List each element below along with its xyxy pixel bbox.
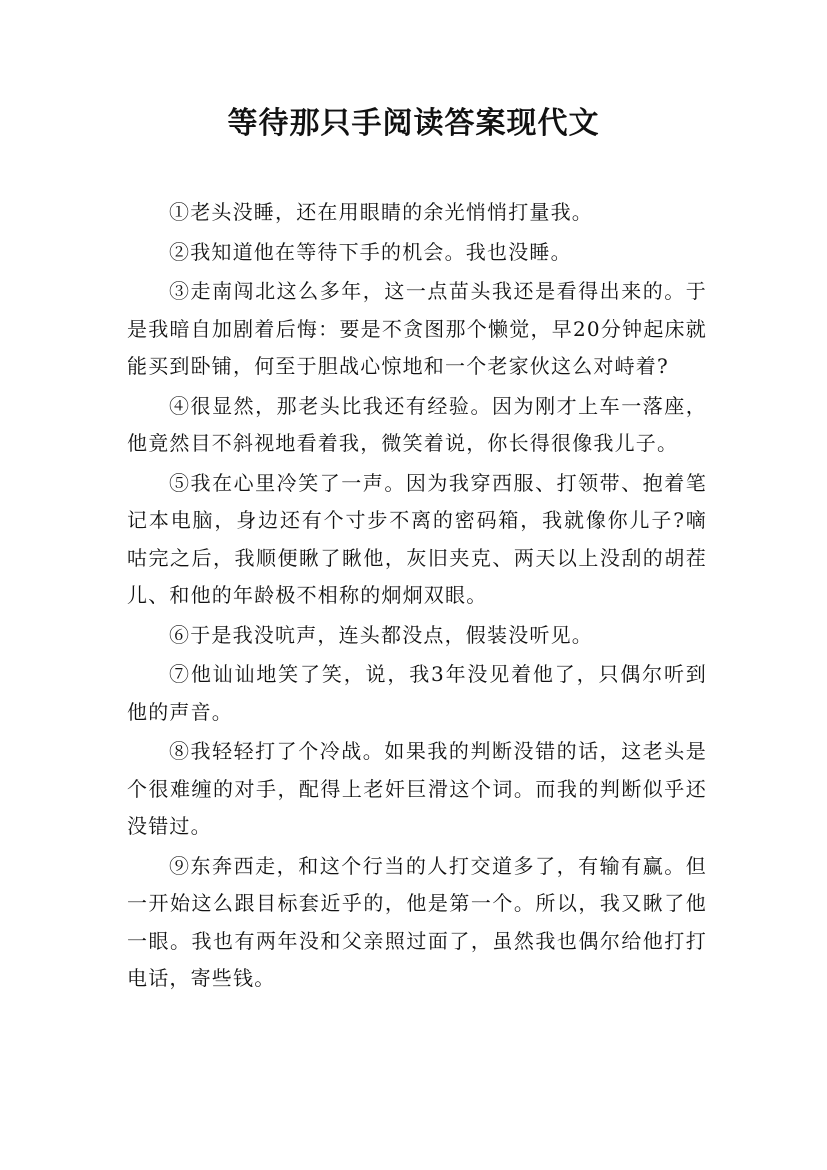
paragraph-6: ⑥于是我没吭声，连头都没点，假装没听见。: [169, 622, 593, 647]
paragraph-9: ⑨东奔西走，和这个行当的人打交道多了，有输有赢。但一开始这么跟目标套近乎的，他是第一个。所以，我又瞅了他一眼。我也有两年没和父亲照过面了，虽然我也偶尔给他打打电话，寄些钱。: [127, 853, 707, 990]
paragraph-7: ⑦他讪讪地笑了笑，说，我3年没见着他了，只偶尔听到他的声音。: [127, 662, 707, 724]
paragraph-3: ③走南闯北这么多年，这一点苗头我还是看得出来的。于是我暗自加剧着后悔：要是不贪图那个懒觉，早20分钟起床就能买到卧铺，何至于胆战心惊地和一个老家伙这么对峙着?: [127, 279, 707, 378]
paragraph-1: ①老头没睡，还在用眼睛的余光悄悄打量我。: [169, 200, 593, 224]
document-body: [127, 194, 707, 1000]
paragraph-4: ④很显然，那老头比我还有经验。因为刚才上车一落座，他竟然目不斜视地看着我，微笑着说，你长得很像我儿子。: [127, 393, 707, 455]
paragraph-5: ⑤我在心里冷笑了一声。因为我穿西服、打领带、抱着笔记本电脑，身边还有个寸步不离的密码箱，我就像你儿子?嘀咕完之后，我顺便瞅了瞅他，灰旧夹克、两天以上没刮的胡茬儿、和他的年龄极不相称的炯炯双眼。: [127, 470, 707, 607]
paragraph-2: ②我知道他在等待下手的机会。我也没睡。: [169, 239, 572, 264]
document-title: 等待那只手阅读答案现代文: [227, 106, 600, 141]
paragraph-8: ⑧我轻轻打了个冷战。如果我的判断没错的话，这老头是个很难缠的对手，配得上老奸巨滑这个词。而我的判断似乎还没错过。: [127, 739, 707, 838]
